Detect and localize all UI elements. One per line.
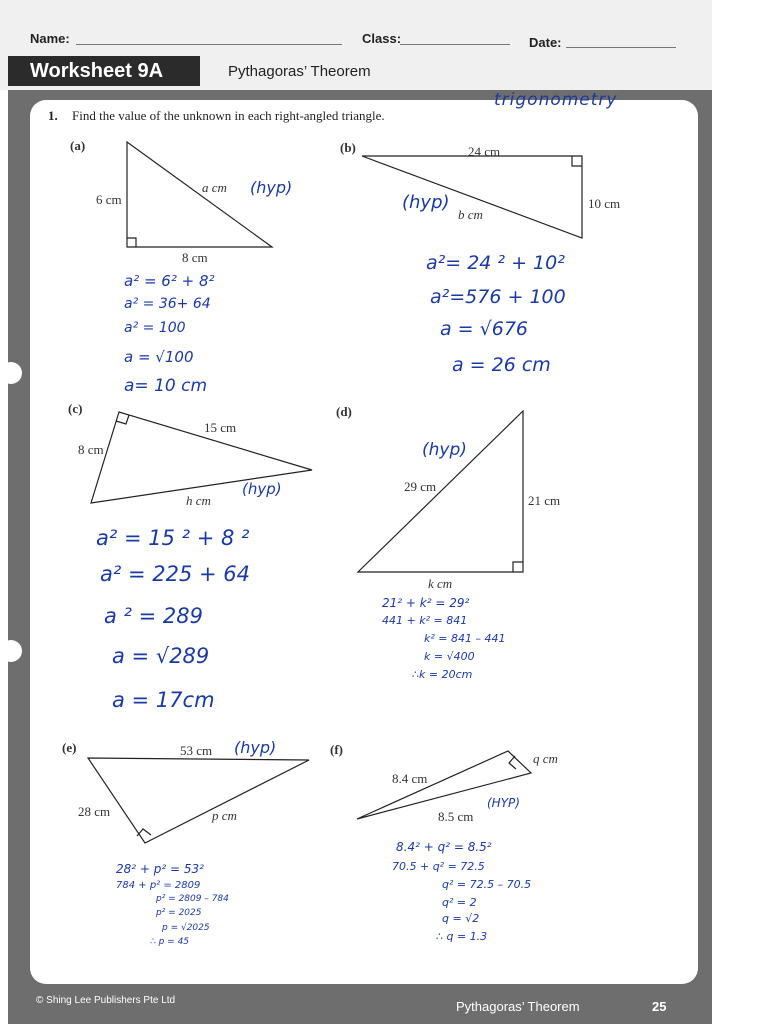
- question-text: Find the value of the unknown in each right-angled triangle.: [72, 108, 385, 123]
- f-side-top: 8.4 cm: [392, 771, 428, 786]
- part-d-label: (d): [336, 404, 352, 419]
- annotation-trigonometry: trigonometry: [494, 90, 618, 110]
- footer-chapter: Pythagoras’ Theorem: [456, 999, 580, 1014]
- c-work-line: a = 17cm: [112, 688, 215, 712]
- d-work-line: k² = 841 – 441: [424, 632, 506, 645]
- b-hyp-note: (hyp): [402, 192, 450, 213]
- d-hyp-note: (hyp): [422, 440, 467, 460]
- e-side-top: 53 cm: [180, 743, 213, 758]
- e-work-line: 784 + p² = 2809: [116, 880, 201, 891]
- a-side-bottom: 8 cm: [182, 250, 208, 265]
- c-work-line: a² = 15 ² + 8 ²: [96, 526, 250, 550]
- a-side-hyp: a cm: [202, 180, 227, 195]
- f-work-line: q² = 72.5 – 70.5: [442, 878, 532, 891]
- c-work-line: a ² = 289: [104, 604, 203, 628]
- publisher-credit: © Shing Lee Publishers Pte Ltd: [36, 995, 176, 1006]
- e-side-left: 28 cm: [78, 804, 111, 819]
- f-side-hyp: 8.5 cm: [438, 809, 474, 824]
- b-side-hyp: b cm: [458, 207, 483, 222]
- right-angle-b: [572, 156, 582, 166]
- e-work-line: p² = 2025: [156, 908, 202, 918]
- part-b-label: (b): [340, 140, 356, 155]
- c-hyp-note: (hyp): [242, 480, 282, 498]
- f-hyp-note: (HYP): [487, 796, 520, 810]
- f-work-line: ∴ q = 1.3: [436, 930, 488, 943]
- page-number: 25: [652, 999, 667, 1014]
- d-side-bottom: k cm: [428, 576, 453, 591]
- b-side-right: 10 cm: [588, 196, 621, 211]
- b-side-top: 24 cm: [468, 144, 501, 159]
- f-side-right: q cm: [533, 751, 558, 766]
- e-work-line: p² = 2809 – 784: [156, 894, 229, 904]
- a-work-line: a= 10 cm: [124, 376, 208, 396]
- part-f-label: (f): [330, 742, 343, 757]
- a-work-line: a² = 6² + 8²: [124, 272, 215, 290]
- triangle-d: [358, 411, 523, 572]
- b-work-line: a = √676: [440, 318, 529, 340]
- d-work-line: ∴k = 20cm: [412, 668, 473, 681]
- f-work-line: 70.5 + q² = 72.5: [392, 860, 485, 873]
- c-side-left: 8 cm: [78, 442, 104, 457]
- d-side-right: 21 cm: [528, 493, 561, 508]
- e-side-bottom: p cm: [212, 808, 237, 823]
- f-work-line: q² = 2: [442, 896, 477, 909]
- right-angle-d: [513, 562, 523, 572]
- triangle-e: [88, 758, 309, 843]
- d-side-hyp: 29 cm: [404, 479, 437, 494]
- b-work-line: a²= 24 ² + 10²: [426, 252, 565, 274]
- a-work-line: a² = 100: [124, 320, 186, 336]
- d-work-line: 21² + k² = 29²: [382, 596, 470, 610]
- c-work-line: a = √289: [112, 644, 210, 668]
- b-work-line: a²=576 + 100: [430, 286, 566, 308]
- date-label: Date:: [529, 35, 562, 50]
- a-side-left: 6 cm: [96, 192, 122, 207]
- c-side-top: 15 cm: [204, 420, 237, 435]
- f-work-line: q = √2: [442, 912, 480, 925]
- e-work-line: 28² + p² = 53²: [116, 862, 204, 876]
- worksheet-title: Worksheet 9A: [8, 56, 200, 86]
- name-label: Name:: [30, 31, 70, 46]
- e-work-line: ∴ p = 45: [150, 937, 190, 947]
- d-work-line: k = √400: [424, 650, 475, 663]
- part-c-label: (c): [68, 401, 83, 416]
- a-work-line: a = √100: [124, 348, 194, 366]
- triangle-b: [362, 156, 582, 238]
- e-work-line: p = √2025: [162, 923, 210, 933]
- class-label: Class:: [362, 31, 402, 46]
- question-number: 1.: [48, 108, 58, 123]
- c-side-hyp: h cm: [186, 493, 211, 508]
- a-hyp-note: (hyp): [250, 178, 293, 197]
- worksheet-subtitle: Pythagoras’ Theorem: [228, 63, 371, 80]
- f-work-line: 8.4² + q² = 8.5²: [396, 840, 492, 854]
- d-work-line: 441 + k² = 841: [382, 614, 468, 627]
- part-a-label: (a): [70, 138, 86, 153]
- a-work-line: a² = 36+ 64: [124, 296, 211, 312]
- e-hyp-note: (hyp): [234, 738, 277, 757]
- c-work-line: a² = 225 + 64: [100, 562, 250, 586]
- right-angle-a: [127, 238, 136, 247]
- b-work-line: a = 26 cm: [452, 354, 551, 376]
- part-e-label: (e): [62, 740, 77, 755]
